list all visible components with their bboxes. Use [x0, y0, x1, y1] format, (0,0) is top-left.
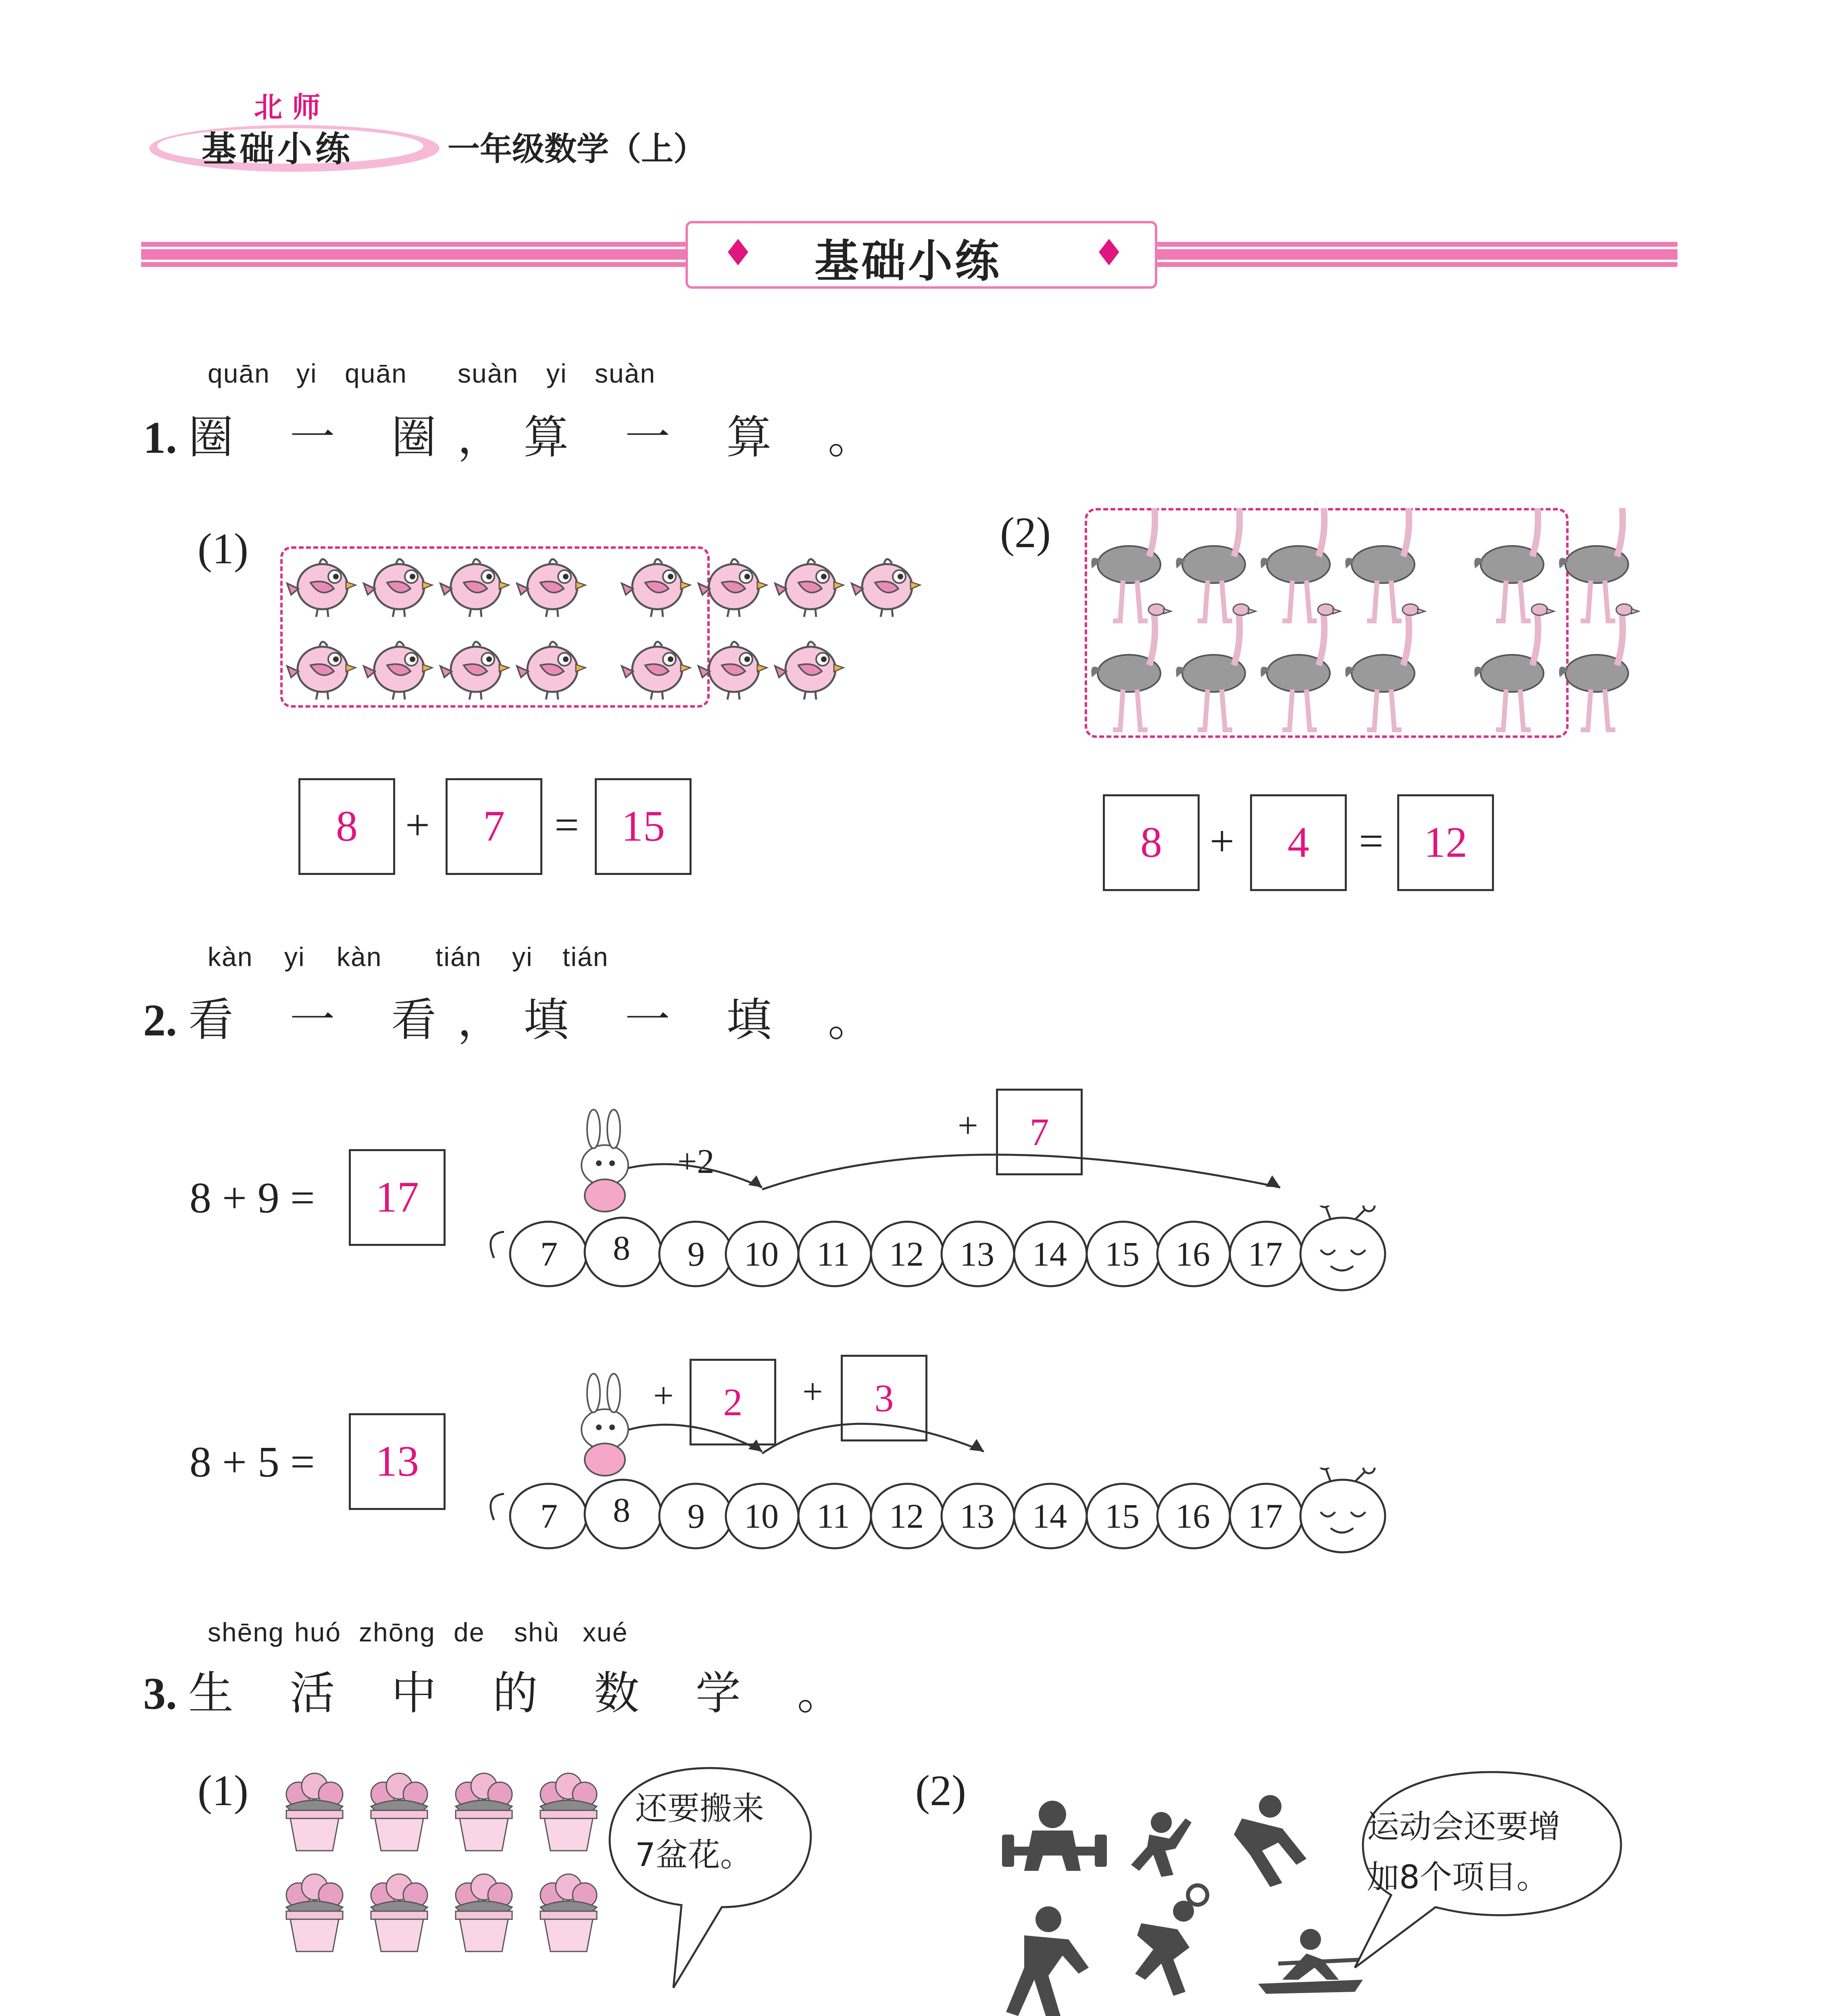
part-label: (2): [915, 1767, 966, 1815]
number-cell: 8: [613, 1491, 630, 1529]
pinyin: yi: [284, 942, 305, 972]
bubble-line: 7盆花。: [635, 1836, 752, 1874]
number-cell: 11: [817, 1497, 850, 1535]
answer-box[interactable]: 15: [595, 778, 692, 875]
question-text: 看 一 看，填 一 填 。: [188, 994, 894, 1046]
number-cell: 16: [1175, 1497, 1210, 1535]
bunny-icon: [581, 1374, 628, 1476]
question-title: 3. 生 活 中 的 数 学 。: [143, 1667, 863, 1720]
plus-sign: +: [405, 801, 430, 849]
part-label: (1): [198, 1767, 248, 1815]
part-label: (2): [1000, 509, 1051, 557]
book-title: 一年级数学（上）: [448, 130, 706, 168]
pinyin: suàn: [595, 358, 656, 388]
pinyin: shù: [514, 1617, 560, 1647]
answer-box[interactable]: 7: [446, 778, 542, 875]
number-cell: 9: [688, 1497, 705, 1535]
jump-label: +2: [677, 1142, 715, 1181]
plus-sign: +: [1210, 817, 1234, 865]
brand-top-text: 北 师: [254, 91, 321, 124]
bunny-icon: [581, 1110, 628, 1212]
answer-box[interactable]: 13: [349, 1413, 446, 1510]
pinyin: tián: [563, 942, 609, 972]
question-number: 2: [143, 996, 166, 1045]
jump-box[interactable]: 3: [841, 1355, 927, 1441]
number-cell: 17: [1248, 1497, 1283, 1535]
plus-sign: +: [958, 1106, 978, 1145]
pinyin: tián: [435, 942, 482, 972]
number-cell: 12: [889, 1497, 924, 1535]
equals-sign: =: [1359, 817, 1383, 865]
number-cell: 7: [540, 1497, 558, 1535]
number-cell: 15: [1105, 1235, 1140, 1273]
number-cell: 7: [540, 1235, 558, 1273]
pinyin: yi: [512, 942, 533, 972]
bubble-line: 还要搬来: [635, 1790, 764, 1827]
pinyin: huó: [294, 1617, 342, 1647]
pinyin: zhōng: [359, 1617, 435, 1647]
number-cell: 14: [1032, 1497, 1067, 1535]
ostrich-pictures: [1085, 508, 1657, 742]
pinyin: kàn: [208, 942, 253, 972]
number-cell: 14: [1032, 1235, 1067, 1273]
question-text: 圈 一 圈，算 一 算 。: [188, 411, 894, 464]
number-cell: 16: [1175, 1235, 1210, 1273]
plus-sign: +: [653, 1376, 674, 1416]
pinyin: suàn: [458, 358, 519, 388]
answer-box[interactable]: 17: [349, 1149, 446, 1246]
pinyin: xué: [583, 1617, 628, 1647]
question-title: 2. 看 一 看，填 一 填 。: [143, 994, 894, 1046]
answer-box[interactable]: 4: [1250, 794, 1347, 891]
brand-main-text: 基础小练: [202, 129, 353, 169]
number-cell: 13: [960, 1497, 994, 1535]
number-cell: 15: [1105, 1497, 1140, 1535]
question-title: 1. 圈 一 圈，算 一 算 。: [143, 411, 894, 464]
jump-box[interactable]: 2: [690, 1359, 776, 1445]
number-cell: 13: [960, 1235, 994, 1273]
pinyin: yi: [296, 358, 317, 388]
number-cell: 9: [688, 1235, 705, 1273]
number-cell: 10: [744, 1497, 779, 1535]
answer-box[interactable]: 8: [1103, 794, 1200, 891]
pinyin: yi: [546, 358, 567, 388]
number-cell: 17: [1248, 1235, 1283, 1273]
answer-box[interactable]: 8: [298, 778, 395, 875]
pinyin: quān: [345, 358, 407, 388]
plus-sign: +: [802, 1372, 823, 1412]
jump-box[interactable]: 7: [996, 1089, 1083, 1175]
number-cell: 10: [744, 1235, 779, 1273]
number-cell: 8: [613, 1229, 630, 1267]
question-text: 生 活 中 的 数 学 。: [188, 1667, 863, 1720]
equation-text: 8 + 9 =: [190, 1174, 315, 1222]
number-cell: 12: [889, 1235, 924, 1273]
sport-icons-picture: [1000, 1790, 1379, 2016]
question-number: 1: [143, 413, 166, 463]
diamond-right-icon: ♦: [1093, 232, 1125, 274]
bubble-line: 加8个项目。: [1367, 1858, 1549, 1896]
bird-pictures: [282, 548, 952, 710]
pinyin: quān: [208, 358, 270, 388]
part-label: (1): [198, 525, 248, 573]
pinyin: kàn: [337, 942, 382, 972]
answer-box[interactable]: 12: [1397, 794, 1494, 891]
question-number: 3: [143, 1669, 166, 1719]
equals-sign: =: [554, 801, 579, 849]
pinyin: shēng: [208, 1617, 284, 1647]
flower-pots-picture: [278, 1758, 625, 1984]
diamond-left-icon: ♦: [722, 232, 754, 274]
equation-text: 8 + 5 =: [190, 1438, 315, 1486]
pinyin: de: [454, 1617, 485, 1647]
section-title: 基础小练: [815, 235, 1002, 287]
number-cell: 11: [817, 1235, 850, 1273]
bubble-line: 运动会还要增: [1367, 1808, 1561, 1845]
